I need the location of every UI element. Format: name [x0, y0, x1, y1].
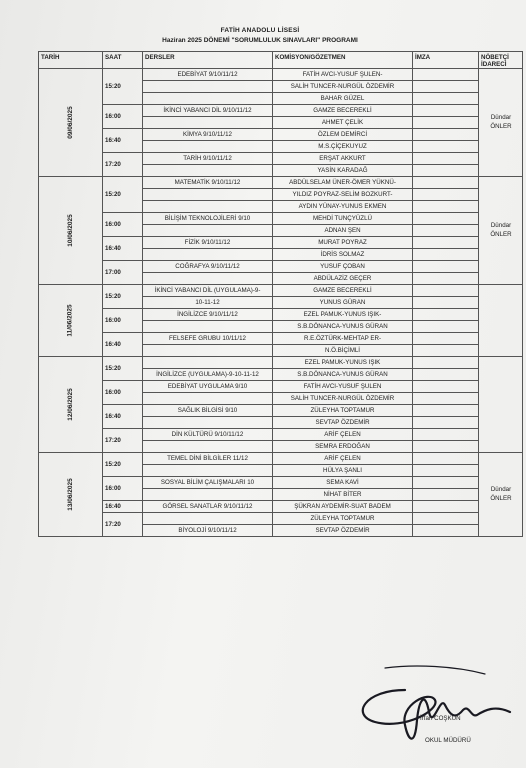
- principal-name: İrfan COŞKUN: [420, 715, 461, 722]
- signature-cell: [413, 513, 479, 525]
- committee-member: ABDÜLAZİZ GEÇER: [273, 273, 413, 285]
- exam-date-cell: [39, 285, 103, 357]
- signature-cell: [413, 153, 479, 165]
- exam-time: 16:40: [103, 333, 143, 357]
- exam-subject: EDEBİYAT UYGULAMA 9/10: [143, 381, 273, 393]
- signature-cell: [413, 261, 479, 273]
- exam-subject: FİZİK 9/10/11/12: [143, 237, 273, 249]
- signature-cell: [413, 249, 479, 261]
- signature-cell: [413, 213, 479, 225]
- exam-subject: [143, 81, 273, 93]
- exam-subject: [143, 417, 273, 429]
- exam-time: 17:00: [103, 261, 143, 285]
- exam-time: 16:40: [103, 237, 143, 261]
- signature-cell: [413, 273, 479, 285]
- exam-time: 16:00: [103, 105, 143, 129]
- signature-cell: [413, 69, 479, 81]
- signature-cell: [413, 381, 479, 393]
- exam-subject: [143, 489, 273, 501]
- table-row: [39, 105, 523, 117]
- signature-cell: [413, 525, 479, 537]
- exam-time: 15:20: [103, 453, 143, 477]
- committee-member: M.S.ÇİÇEKUYUZ: [273, 141, 413, 153]
- exam-subject: [143, 93, 273, 105]
- exam-time: 16:40: [103, 501, 143, 513]
- table-row: [39, 357, 523, 369]
- committee-member: S.B.DÖNANCA-YUNUS GÜRAN: [273, 321, 413, 333]
- table-row: [39, 429, 523, 441]
- duty-officer-cell: [479, 177, 523, 285]
- exam-date: 11/06/2025: [67, 304, 74, 337]
- exam-subject: [143, 201, 273, 213]
- exam-subject: İNGİLİZCE (UYGULAMA)-9-10-11-12: [143, 369, 273, 381]
- signature-cell: [413, 201, 479, 213]
- committee-member: MEHDİ TUNÇYÜZLÜ: [273, 213, 413, 225]
- schedule-title: Haziran 2025 DÖNEMİ "SORUMLULUK SINAVLARI" PROGRAMI: [162, 37, 358, 44]
- signature-cell: [413, 165, 479, 177]
- signature-cell: [413, 285, 479, 297]
- duty-officer-cell: [479, 453, 523, 537]
- document-header: [40, 27, 480, 44]
- exam-subject: DİN KÜLTÜRÜ 9/10/11/12: [143, 429, 273, 441]
- committee-member: HÜLYA ŞANLI: [273, 465, 413, 477]
- table-row: [39, 513, 523, 525]
- exam-time: 17:20: [103, 513, 143, 537]
- table-row: [39, 237, 523, 249]
- table-row: [39, 333, 523, 345]
- exam-subject: [143, 357, 273, 369]
- committee-member: ERŞAT AKKURT: [273, 153, 413, 165]
- exam-subject: [143, 117, 273, 129]
- table-row: [39, 405, 523, 417]
- committee-member: GAMZE BECEREKLİ: [273, 285, 413, 297]
- schedule-table: [38, 51, 523, 537]
- school-name: FATİH ANADOLU LİSESİ: [220, 27, 300, 34]
- signature-cell: [413, 441, 479, 453]
- committee-member: EZEL PAMUK-YUNUS IŞIK: [273, 357, 413, 369]
- header-subject: DERSLER: [143, 52, 273, 69]
- exam-subject: [143, 189, 273, 201]
- committee-member: SEVTAP ÖZDEMİR: [273, 417, 413, 429]
- table-row: [39, 69, 523, 81]
- header-duty: NÖBETÇİ İDARECİ: [479, 52, 523, 69]
- signature-cell: [413, 225, 479, 237]
- exam-date-cell: [39, 177, 103, 285]
- exam-subject: [143, 225, 273, 237]
- exam-subject: SOSYAL BİLİM ÇALIŞMALARI 10: [143, 477, 273, 489]
- exam-subject: KİMYA 9/10/11/12: [143, 129, 273, 141]
- committee-member: ADNAN ŞEN: [273, 225, 413, 237]
- committee-member: AHMET ÇELİK: [273, 117, 413, 129]
- committee-member: İDRİS SOLMAZ: [273, 249, 413, 261]
- table-row: [39, 213, 523, 225]
- signature-cell: [413, 93, 479, 105]
- signature-cell: [413, 345, 479, 357]
- table-row: [39, 261, 523, 273]
- signature-cell: [413, 321, 479, 333]
- exam-subject: GÖRSEL SANATLAR 9/10/11/12: [143, 501, 273, 513]
- exam-time: 16:40: [103, 129, 143, 153]
- exam-subject: FELSEFE GRUBU 10/11/12: [143, 333, 273, 345]
- committee-member: R.E.ÖZTÜRK-MEHTAP ER-: [273, 333, 413, 345]
- committee-member: ARİF ÇELEN: [273, 453, 413, 465]
- signature-cell: [413, 297, 479, 309]
- committee-member: ZÜLEYHA TOPTAMUR: [273, 405, 413, 417]
- exam-subject: [143, 465, 273, 477]
- header-date: TARİH: [39, 52, 103, 69]
- committee-member: SALİH TUNCER-NURGÜL ÖZDEMİR: [273, 81, 413, 93]
- exam-date: 12/06/2025: [66, 388, 74, 421]
- exam-date: 10/06/2025: [66, 214, 74, 247]
- signature-cell: [413, 417, 479, 429]
- table-row: [39, 285, 523, 297]
- committee-member: ÖZLEM DEMİRCİ: [273, 129, 413, 141]
- exam-time: 15:20: [103, 177, 143, 213]
- exam-date-cell: [39, 69, 103, 177]
- exam-time: 16:00: [103, 381, 143, 405]
- committee-member: AYDIN YÜNAY-YUNUS EKMEN: [273, 201, 413, 213]
- exam-subject: MATEMATİK 9/10/11/12: [143, 177, 273, 189]
- signature-cell: [413, 117, 479, 129]
- exam-time: 16:00: [103, 477, 143, 501]
- signature-cell: [413, 189, 479, 201]
- exam-subject: [143, 345, 273, 357]
- exam-subject: [143, 273, 273, 285]
- header-time: SAAT: [103, 52, 143, 69]
- exam-subject: İKİNCİ YABANCI DİL (UYGULAMA)-9-: [143, 285, 273, 297]
- signature-cell: [413, 465, 479, 477]
- exam-date: 09/06/2025: [66, 106, 74, 139]
- committee-member: YUSUF ÇOBAN: [273, 261, 413, 273]
- signature-cell: [413, 81, 479, 93]
- committee-member: FATİH AVCI-YUSUF ŞULEN-: [273, 69, 413, 81]
- duty-officer-cell: [479, 357, 523, 453]
- table-row: [39, 381, 523, 393]
- exam-time: 17:20: [103, 429, 143, 453]
- signature-cell: [413, 309, 479, 321]
- signature-cell: [413, 177, 479, 189]
- committee-member: YUNUS GÜRAN: [273, 297, 413, 309]
- signature-cell: [413, 453, 479, 465]
- exam-time: 16:40: [103, 405, 143, 429]
- table-row: [39, 477, 523, 489]
- exam-subject: [143, 513, 273, 525]
- exam-subject: EDEBİYAT 9/10/11/12: [143, 69, 273, 81]
- signature-cell: [413, 405, 479, 417]
- duty-officer: Dündar ÖNLER: [490, 486, 512, 502]
- signature-cell: [413, 501, 479, 513]
- exam-time: 16:00: [103, 309, 143, 333]
- exam-subject: COĞRAFYA 9/10/11/12: [143, 261, 273, 273]
- exam-time: 15:20: [103, 357, 143, 381]
- table-row: [39, 177, 523, 189]
- table-row: [39, 129, 523, 141]
- exam-subject: BİLİŞİM TEKNOLOJİLERİ 9/10: [143, 213, 273, 225]
- signature-cell: [413, 105, 479, 117]
- committee-member: GAMZE BECEREKLİ: [273, 105, 413, 117]
- exam-subject: SAĞLIK BİLGİSİ 9/10: [143, 405, 273, 417]
- exam-date-cell: [39, 453, 103, 537]
- table-row: [39, 309, 523, 321]
- committee-member: YILDIZ POYRAZ-SELİM BOZKURT-: [273, 189, 413, 201]
- exam-subject: TARİH 9/10/11/12: [143, 153, 273, 165]
- exam-date: 13/06/2025: [66, 478, 74, 511]
- exam-subject: [143, 249, 273, 261]
- committee-member: N.Ö.BİÇİMLİ: [273, 345, 413, 357]
- committee-member: ŞÜKRAN AYDEMİR-SUAT BADEM: [273, 501, 413, 513]
- exam-subject: TEMEL DİNİ BİLGİLER 11/12: [143, 453, 273, 465]
- signature-cell: [413, 429, 479, 441]
- committee-member: SEMRA ERDOĞAN: [273, 441, 413, 453]
- committee-member: BAHAR GÜZEL: [273, 93, 413, 105]
- duty-officer: Dündar ÖNLER: [490, 222, 512, 238]
- signature-cell: [413, 333, 479, 345]
- header-signature: İMZA: [413, 52, 479, 69]
- signature-cell: [413, 393, 479, 405]
- signature-cell: [413, 237, 479, 249]
- exam-subject: [143, 165, 273, 177]
- committee-member: NİHAT BİTER: [273, 489, 413, 501]
- signature-cell: [413, 141, 479, 153]
- committee-member: YASİN KARADAĞ: [273, 165, 413, 177]
- committee-member: ARİF ÇELEN: [273, 429, 413, 441]
- committee-member: MURAT POYRAZ: [273, 237, 413, 249]
- exam-date-cell: [39, 357, 103, 453]
- table-header-row: [39, 52, 523, 69]
- table-row: [39, 501, 523, 513]
- exam-time: 16:00: [103, 213, 143, 237]
- header-committee: KOMİSYON/GÖZETMEN: [273, 52, 413, 69]
- committee-member: SEMA KAVİ: [273, 477, 413, 489]
- signature-cell: [413, 369, 479, 381]
- duty-officer-cell: [479, 69, 523, 177]
- table-row: [39, 153, 523, 165]
- table-row: [39, 453, 523, 465]
- exam-subject: [143, 441, 273, 453]
- duty-officer-cell: [479, 285, 523, 357]
- exam-time: 15:20: [103, 285, 143, 309]
- exam-subject: BİYOLOJİ 9/10/11/12: [143, 525, 273, 537]
- exam-subject: 10-11-12: [143, 297, 273, 309]
- signature-cell: [413, 357, 479, 369]
- principal-title: OKUL MÜDÜRÜ: [425, 737, 471, 744]
- schedule-body: [39, 69, 523, 537]
- committee-member: S.B.DÖNANCA-YUNUS GÜRAN: [273, 369, 413, 381]
- exam-subject: İKİNCİ YABANCI DİL 9/10/11/12: [143, 105, 273, 117]
- signature-cell: [413, 477, 479, 489]
- committee-member: SALİH TUNCER-NURGÜL ÖZDEMİR: [273, 393, 413, 405]
- committee-member: FATİH AVCI-YUSUF ŞULEN: [273, 381, 413, 393]
- committee-member: ABDÜLSELAM ÜNER-ÖMER YÜKNÜ-: [273, 177, 413, 189]
- committee-member: EZEL PAMUK-YUNUS IŞIK-: [273, 309, 413, 321]
- signature-cell: [413, 489, 479, 501]
- committee-member: ZÜLEYHA TOPTAMUR: [273, 513, 413, 525]
- exam-subject: İNGİLİZCE 9/10/11/12: [143, 309, 273, 321]
- committee-member: SEVTAP ÖZDEMİR: [273, 525, 413, 537]
- signature-cell: [413, 129, 479, 141]
- exam-subject: [143, 321, 273, 333]
- duty-officer: Dündar ÖNLER: [490, 114, 512, 130]
- exam-subject: [143, 393, 273, 405]
- exam-time: 15:20: [103, 69, 143, 105]
- exam-time: 17:20: [103, 153, 143, 177]
- exam-subject: [143, 141, 273, 153]
